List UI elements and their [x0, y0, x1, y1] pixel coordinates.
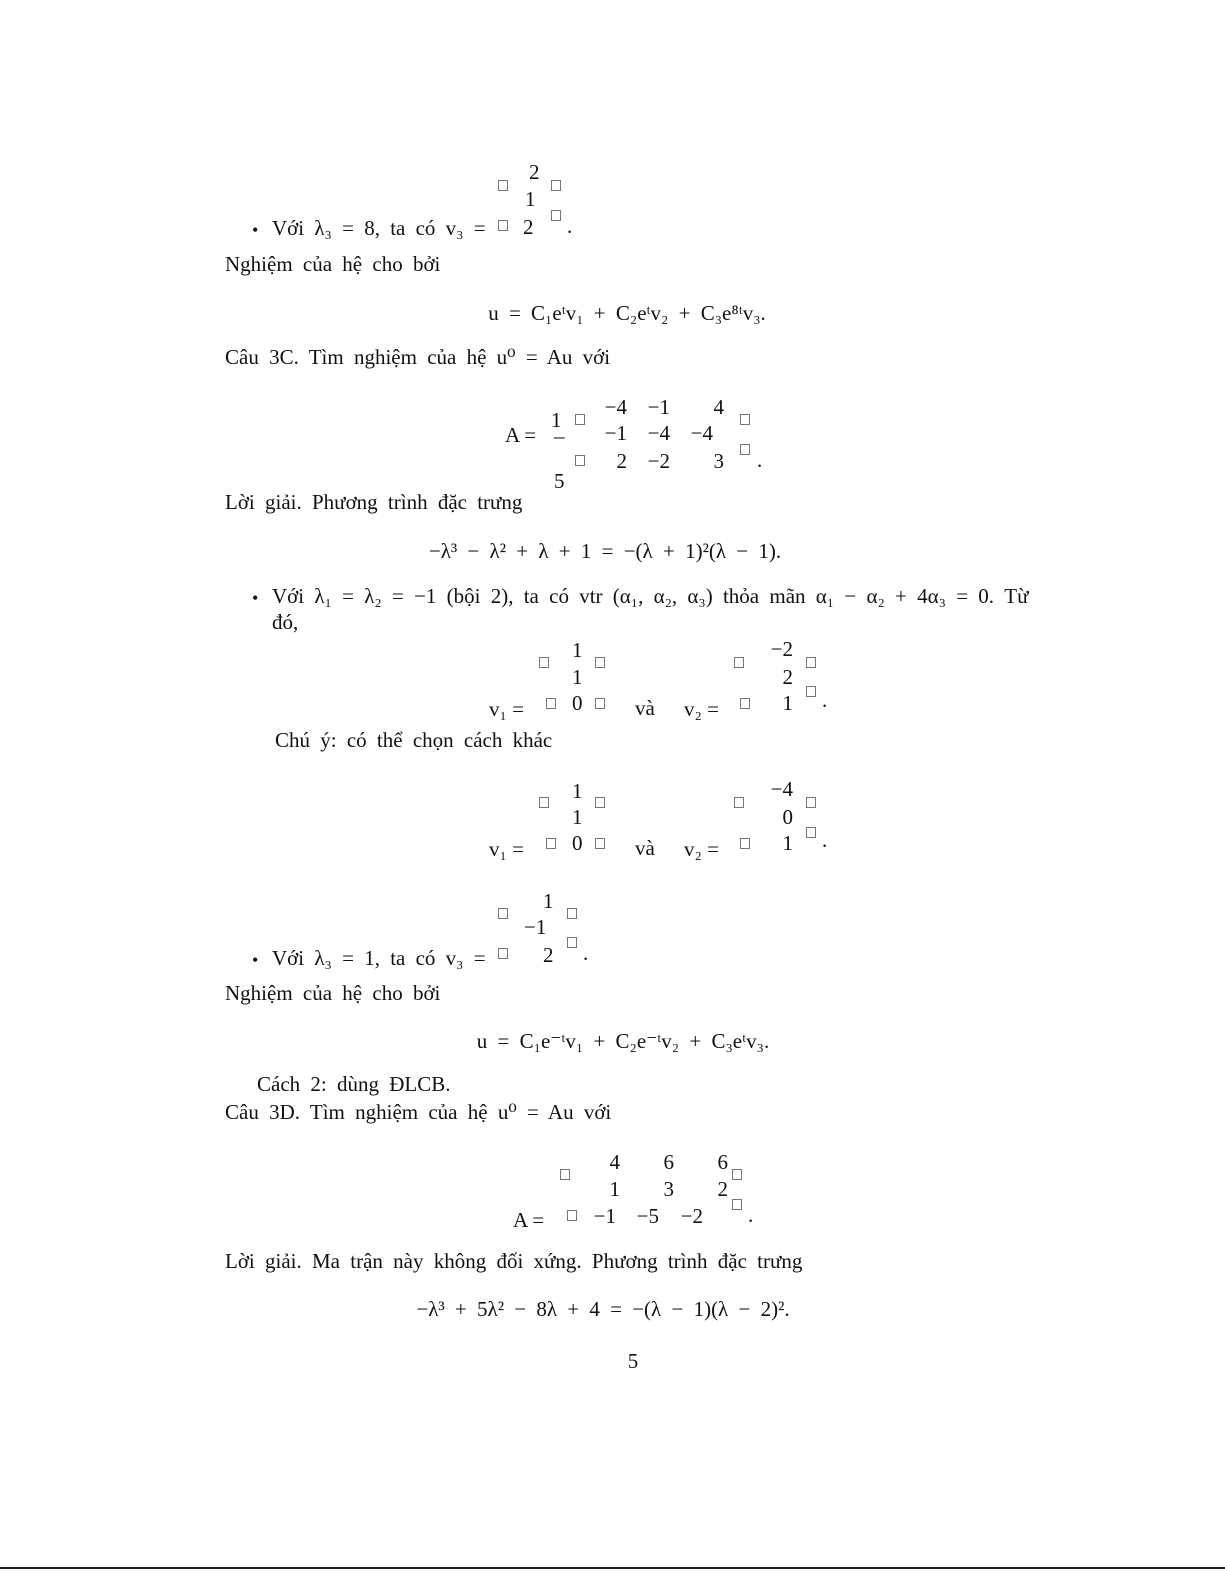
bracket-glyph [595, 838, 605, 849]
v3-entry-1: 2 [529, 160, 540, 184]
bracket-glyph [806, 657, 816, 668]
bullet-text-lambda3-8: Với λ₃ = 8, ta có v₃ = [272, 216, 486, 240]
v2-label: v₂ = [684, 697, 719, 721]
and-word: và [635, 696, 655, 720]
matrix-entry: 6 [663, 1150, 674, 1174]
bracket-glyph [567, 937, 577, 948]
bracket-glyph [498, 948, 508, 959]
method-2: Cách 2: dùng ĐLCB. [257, 1072, 451, 1096]
bullet: • [252, 950, 259, 970]
v2-entry-3: 1 [782, 691, 793, 715]
v1-entry-2: 1 [572, 665, 583, 689]
period: . [757, 448, 763, 472]
v1-entry-3: 0 [572, 691, 583, 715]
bracket-glyph [595, 698, 605, 709]
v1-label: v₁ = [489, 697, 524, 721]
bracket-glyph [595, 797, 605, 808]
matrix-entry: −1 [604, 421, 627, 445]
matrix-entry: −2 [647, 449, 670, 473]
solution-heading-3d: Lời giải. Ma trận này không đối xứng. Phương trình đặc trưng [225, 1249, 803, 1273]
matrix-entry: 3 [713, 449, 724, 473]
bracket-glyph [740, 698, 750, 709]
v3-entry-3: 2 [523, 215, 534, 239]
bracket-glyph [732, 1169, 742, 1180]
note-alternative: Chú ý: có thể chọn cách khác [275, 728, 553, 752]
equation-solution-1: u = C₁eᵗv₁ + C₂eᵗv₂ + C₃e⁸ᵗv₃. [488, 301, 766, 325]
v2-entry-2: 0 [782, 805, 793, 829]
bullet-text-lambda3-1: Với λ₃ = 1, ta có v₃ = [272, 946, 486, 970]
bracket-glyph [740, 444, 750, 455]
period: . [748, 1203, 754, 1227]
v1-entry-3: 0 [572, 831, 583, 855]
matrix-A-label: A = [505, 423, 537, 447]
solution-intro: Nghiệm của hệ cho bởi [225, 252, 441, 276]
v2-label: v₂ = [684, 837, 719, 861]
solution-heading-3c: Lời giải. Phương trình đặc trưng [225, 490, 523, 514]
bullet-text-continuation: đó, [272, 610, 299, 634]
period: . [822, 828, 828, 852]
bracket-glyph [567, 1210, 577, 1221]
v1-entry-2: 1 [572, 805, 583, 829]
equation-solution-2: u = C₁e⁻ᵗv₁ + C₂e⁻ᵗv₂ + C₃eᵗv₃. [476, 1029, 770, 1053]
bracket-glyph [498, 220, 508, 231]
characteristic-equation-3d: −λ³ + 5λ² − 8λ + 4 = −(λ − 1)(λ − 2)². [416, 1297, 790, 1321]
characteristic-equation-3c: −λ³ − λ² + λ + 1 = −(λ + 1)²(λ − 1). [428, 539, 782, 563]
bracket-glyph [539, 657, 549, 668]
matrix-entry: −2 [680, 1204, 703, 1228]
fraction-denominator: 5 [554, 469, 565, 493]
fraction-numerator: 1 [551, 408, 562, 432]
matrix-entry: −1 [593, 1204, 616, 1228]
matrix-entry: −1 [647, 395, 670, 419]
bracket-glyph [575, 414, 585, 425]
v2-entry-1: −4 [770, 777, 793, 801]
bracket-glyph [560, 1169, 570, 1180]
period: . [822, 688, 828, 712]
matrix-entry: −4 [690, 421, 713, 445]
v1-entry-1: 1 [572, 779, 583, 803]
bracket-glyph [575, 455, 585, 466]
and-word: và [635, 836, 655, 860]
v3-entry-1: 1 [543, 889, 554, 913]
bracket-glyph [551, 180, 561, 191]
bracket-glyph [498, 180, 508, 191]
bracket-glyph [806, 686, 816, 697]
bottom-rule [0, 1567, 1225, 1569]
matrix-entry: −5 [636, 1204, 659, 1228]
matrix-entry: 4 [713, 395, 724, 419]
v3-entry-2: 1 [525, 187, 536, 211]
matrix-entry: 4 [609, 1150, 620, 1174]
bracket-glyph [734, 657, 744, 668]
bullet: • [252, 588, 259, 608]
question-3c: Câu 3C. Tìm nghiệm của hệ u⁰ = Au với [225, 345, 611, 369]
period: . [567, 214, 573, 238]
bracket-glyph [806, 827, 816, 838]
bracket-glyph [595, 657, 605, 668]
bracket-glyph [740, 414, 750, 425]
bracket-glyph [551, 210, 561, 221]
matrix-entry: 2 [616, 449, 627, 473]
v2-entry-2: 2 [782, 665, 793, 689]
matrix-entry: −4 [647, 421, 670, 445]
solution-intro: Nghiệm của hệ cho bởi [225, 981, 441, 1005]
bracket-glyph [734, 797, 744, 808]
bracket-glyph [732, 1199, 742, 1210]
matrix-entry: 2 [717, 1177, 728, 1201]
period: . [583, 941, 589, 965]
matrix-entry: 1 [609, 1177, 620, 1201]
v2-entry-3: 1 [782, 831, 793, 855]
bracket-glyph [740, 838, 750, 849]
v2-entry-1: −2 [770, 637, 793, 661]
matrix-entry: 6 [717, 1150, 728, 1174]
question-3d: Câu 3D. Tìm nghiệm của hệ u⁰ = Au với [225, 1100, 612, 1124]
matrix-entry: 3 [663, 1177, 674, 1201]
bracket-glyph [546, 698, 556, 709]
bracket-glyph [498, 908, 508, 919]
v3-entry-2: −1 [524, 915, 547, 939]
page-number: 5 [627, 1349, 639, 1373]
bullet-text-double-root: Với λ₁ = λ₂ = −1 (bội 2), ta có vtr (α₁, α₂, α₃) thỏa mãn α₁ − α₂ + 4α₃ = 0. Từ [272, 584, 1029, 608]
fraction-bar: – [554, 424, 565, 448]
v3-entry-3: 2 [543, 943, 554, 967]
bracket-glyph [546, 838, 556, 849]
bracket-glyph [567, 908, 577, 919]
v1-entry-1: 1 [572, 638, 583, 662]
matrix-A-label: A = [513, 1208, 545, 1232]
matrix-entry: −4 [604, 395, 627, 419]
v1-label: v₁ = [489, 837, 524, 861]
bracket-glyph [539, 797, 549, 808]
bullet: • [252, 220, 259, 240]
bracket-glyph [806, 797, 816, 808]
